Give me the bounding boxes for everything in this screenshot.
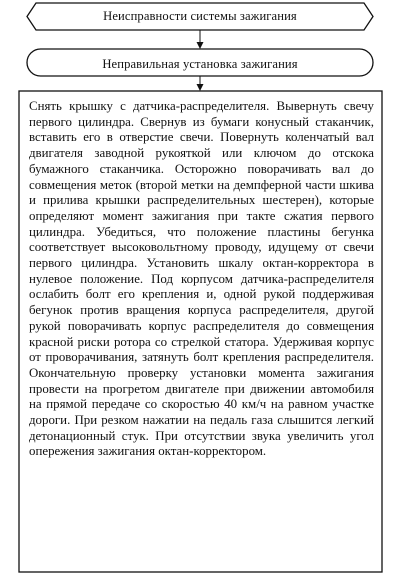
procedure-text: Снять крышку с датчика-распределителя. Вывернуть свечу первого цилиндра. Свернув из бумаги конусный стаканчик, вставить его в отверстие свечи. Повернуть коленчатый вал двигателя заводной рукояткой или ключом до отскока бумажного стаканчика. Осторожно поворачивать вал до совмещения меток (второй метки на демпферной части шкива и прилива крышки распределительных шестерен), которые определяют момент зажигания при такте сжатия первого цилиндра. Убедиться, что положение пластины бегунка соответствует высоковольтному проводу, идущему от свечи первого цилиндра. Установить шкалу октан-корректора в нулевое положение. Под корпусом датчика-распределителя ослабить болт его крепления и, одной рукой поддерживая бегунок против вращения корпуса распределителя, другой рукой поворачивать корпус распределителя до совмещения красной риски ротора со стрелкой статора. Удерживая корпус от проворачивания, затянуть болт крепления распределителя. Окончательную проверку установки момента зажигания провести на прогретом двигателе при движении автомобиля на прямой передаче со скоростью 40 км/ч на равном участке дороги. При резком нажатии на педаль газа слышится легкий детонационный стук. При отсутствии звука увеличить угол опережения зажигания октан-корректором.: [29, 99, 374, 459]
step-label: Неправильная установка зажигания: [102, 57, 298, 71]
flowchart-title: Неисправности системы зажигания: [103, 9, 297, 23]
arrow-head-1: [197, 42, 204, 49]
arrow-head-2: [197, 84, 204, 91]
